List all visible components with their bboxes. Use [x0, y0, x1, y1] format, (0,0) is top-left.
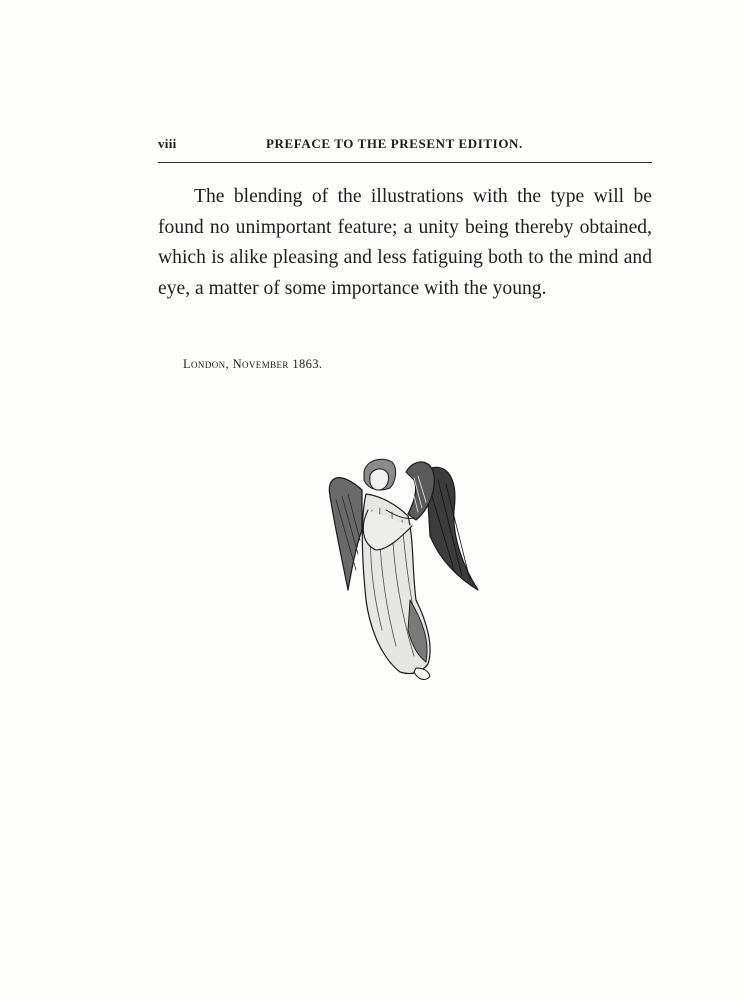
- header-rule: [158, 162, 652, 163]
- angel-with-harp-icon: [322, 450, 482, 690]
- page-number: viii: [158, 136, 177, 151]
- preface-paragraph: The blending of the illustrations with the type will be found no unimportant feature; a unity being thereby obtained, which is alike pleasing and less fatiguing both to the mind and eye, a matter of some importance with the young.: [158, 186, 652, 299]
- dateline: London, November 1863.: [183, 357, 323, 371]
- running-head: [158, 136, 652, 156]
- angel-engraving: [322, 450, 482, 690]
- running-title: PREFACE TO THE PRESENT EDITION.: [266, 136, 523, 151]
